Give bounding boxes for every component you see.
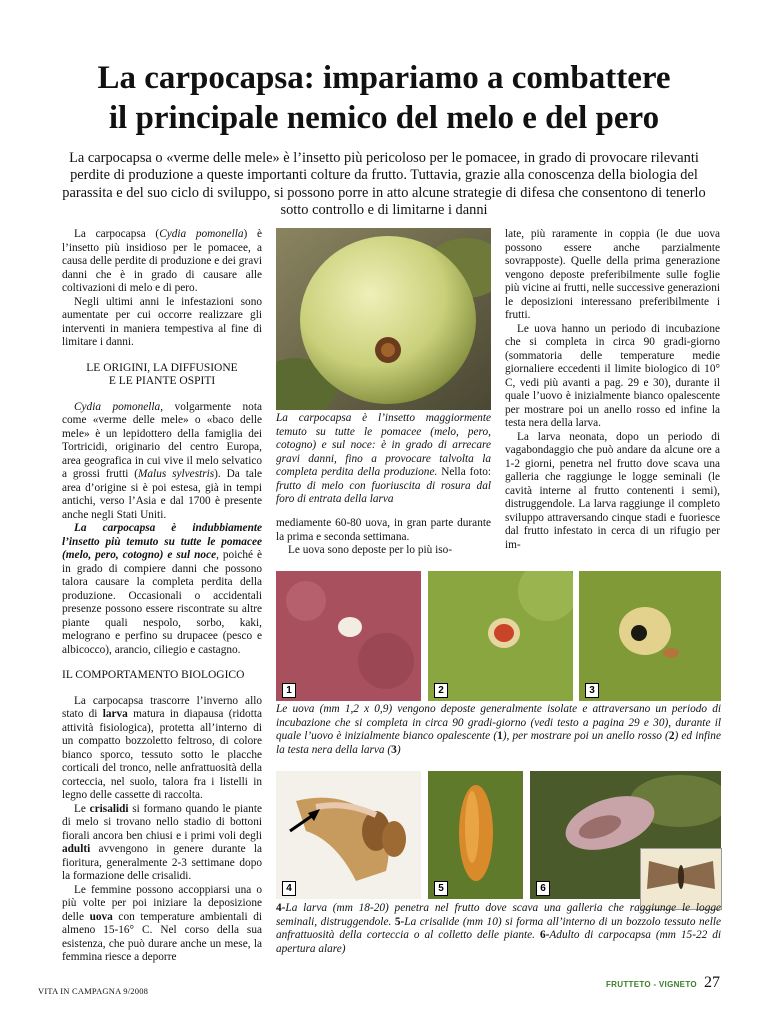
egg-red-ring-image	[428, 571, 573, 701]
paragraph: La larva neonata, dopo un periodo di vagabondaggio che può andare da alcune ore a 1-2 giorni, penetra nel frutto dove scava una galleria che raggiunge le logge seminali (le cavità interne al frutto contenenti i semi), distruggendole. La larva raggiunge il completo sviluppo attraversando cinque stadi e fuoriesce dal frutto infestato in cerca di un rifugio per im-	[505, 430, 720, 551]
column-1	[62, 228, 262, 965]
figure-number-2: 2	[434, 683, 448, 698]
egg-photo-1	[276, 571, 421, 701]
footer-magazine: VITA IN CAMPAGNA 9/2008	[38, 986, 149, 996]
apple-image	[276, 228, 491, 410]
paragraph: La carpocapsa trascorre l’inverno allo stato di larva matura in diapausa (ridotta attività fisiologica), protetta all’interno di un compatto bozzoletto feltroso, di colore bianco sporco, tessuto sotto le placche corticali del tronco, nelle anfrattuosità della corteccia, nel suolo, talora fra i listelli in legno delle cassette di raccolta.	[62, 694, 262, 801]
page-number: 27	[704, 974, 720, 991]
figure-number-6: 6	[536, 881, 550, 896]
figure-number-3: 3	[585, 683, 599, 698]
title-line-1: La carpocapsa: impariamo a combattere	[97, 60, 671, 96]
egg-white-image	[276, 571, 421, 701]
larva-photo	[276, 771, 421, 899]
chrysalis-photo	[428, 771, 523, 899]
egg-black-head-image	[579, 571, 721, 701]
paragraph: late, più raramente in coppia (le due uova possono essere anche parzialmente sovrapposte). Quelle della prima generazione vengono deposte preferibilmente sulle foglie più vicine ai frutti, nelle successive generazioni le deposizioni interessano preferibilmente i frutti.	[505, 228, 720, 321]
paragraph: Le crisalidi si formano quando le piante di melo si trovano nello stadio di bottoni fiorali ancora ben chiusi e i primi voli degli adulti avvengono in genere durante la fioritura, generalmente 2-3 settimane dopo la formazione delle crisalidi.	[62, 802, 262, 882]
egg-photo-2	[428, 571, 573, 701]
larva-in-fruit-image	[276, 771, 421, 899]
stages-caption: 4-La larva (mm 18-20) penetra nel frutto dove scava una galleria che raggiunge le logge seminali, distruggendole. 5-La crisalide (mm 10) si forma all’interno di un bozzolo tessuto nelle anfrattuosità della corteccia o al colletto delle piante. 6-Adulto di carpocapsa (mm 15-22 di apertura alare)	[276, 902, 722, 955]
moth-inset-photo	[640, 848, 722, 910]
figure-number-4: 4	[282, 881, 296, 896]
title-line-2: il principale nemico del melo e del pero	[108, 100, 660, 136]
paragraph: Le femmine possono accoppiarsi una o più volte per poi iniziare la deposizione delle uova con temperature ambientali di almeno 15-16° C. Nel corso della sua esistenza, che può durare anche un mese, la femmina riesce a deporre	[62, 883, 262, 963]
paragraph: La carpocapsa è indubbiamente l’insetto più temuto su tutte le pomacee (melo, pero, cotogno) e sul noce, poiché è in grado di compiere danni che possono talora causare la completa perdita della produzione. Occasionali o accidentali presenze possono essere riscontrate su altre piante quali nespolo, sorbo, kaki, melograno e perfino su drupacee (pesco e albicocco), arancio, ciliegio e castagno.	[62, 522, 262, 656]
apple-photo-caption: La carpocapsa è l’insetto maggiormente temuto su tutte le pomacee (melo, pero, cotogno) e sul noce: è in grado di arrecare gravi danni, fino a provocare talvolta la completa perdita della produzione. Nella foto: frutto di melo con fuoriuscita di rosura dal foro di entrata della larva	[276, 412, 491, 505]
section-heading-behaviour: IL COMPORTAMENTO BIOLOGICO	[62, 669, 245, 681]
paragraph: Le uova hanno un periodo di incubazione che si completa in circa 90 gradi-giorno (sommatoria delle temperature medie giornaliere eccedenti il limite biologico di 10° C, vedi più avanti a pag. 29 e 30), durante il quale l’uovo è inizialmente bianco opalescente per mostrare poi un anello rosso ed infine la testa nera della larva.	[505, 322, 720, 429]
paragraph: Cydia pomonella, volgarmente nota come «verme delle mele» o «baco delle mele» è un lepidottero della famiglia dei Tortricidi, originario del centro Europa, area geografica in cui vive il melo selvatico a grossi frutti (Malus sylvestris). Da tale area d’origine si è poi estesa, già in tempi antichi, verso l’Asia e dal 1700 è presente anche negli Stati Uniti.	[62, 400, 262, 521]
column-3	[505, 228, 720, 552]
article-intro: La carpocapsa o «verme delle mele» è l’insetto più pericoloso per le pomacee, in grado di provocare rilevanti perdite di produzione a queste importanti colture da frutto. Tuttavia, grazie alla conoscenza della biologia del parassita e del suo ciclo di sviluppo, si possono porre in atto alcune strategie di difesa che consentono di tenerlo sotto controllo e di limitarne i danni	[62, 150, 706, 219]
section-heading-origins: LE ORIGINI, LA DIFFUSIONE E LE PIANTE OSPITI	[86, 361, 238, 387]
paragraph: La carpocapsa (Cydia pomonella) è l’insetto più insidioso per le pomacee, a causa delle perdite di produzione e dei gravi danni che è in grado di causare alle coltivazioni di melo e di pero.	[62, 228, 262, 294]
figure-number-5: 5	[434, 881, 448, 896]
column-2-text	[276, 517, 491, 558]
apple-photo	[276, 228, 491, 410]
paragraph: Le uova sono deposte per lo più iso-	[288, 544, 453, 556]
moth-wings-image	[641, 849, 721, 909]
chrysalis-image	[428, 771, 523, 899]
figure-number-1: 1	[282, 683, 296, 698]
article-title	[0, 58, 768, 138]
footer-section: FRUTTETO - VIGNETO	[606, 980, 697, 989]
egg-photo-3	[579, 571, 721, 701]
eggs-caption: Le uova (mm 1,2 x 0,9) vengono deposte generalmente isolate e attraversano un periodo di incubazione che si completa in circa 90 gradi-giorno (vedi testo a pagina 29 e 30), durante il quale l’uovo è inizialmente bianco opalescente (1), per mostrare poi un anello rosso (2) ed infine la testa nera della larva (3)	[276, 703, 721, 756]
paragraph: Negli ultimi anni le infestazioni sono aumentate per cui occorre realizzare gli interventi in maniera tempestiva al fine di limitare i danni.	[62, 295, 262, 348]
paragraph: mediamente 60-80 uova, in gran parte durante la prima e seconda settimana.	[276, 517, 491, 543]
